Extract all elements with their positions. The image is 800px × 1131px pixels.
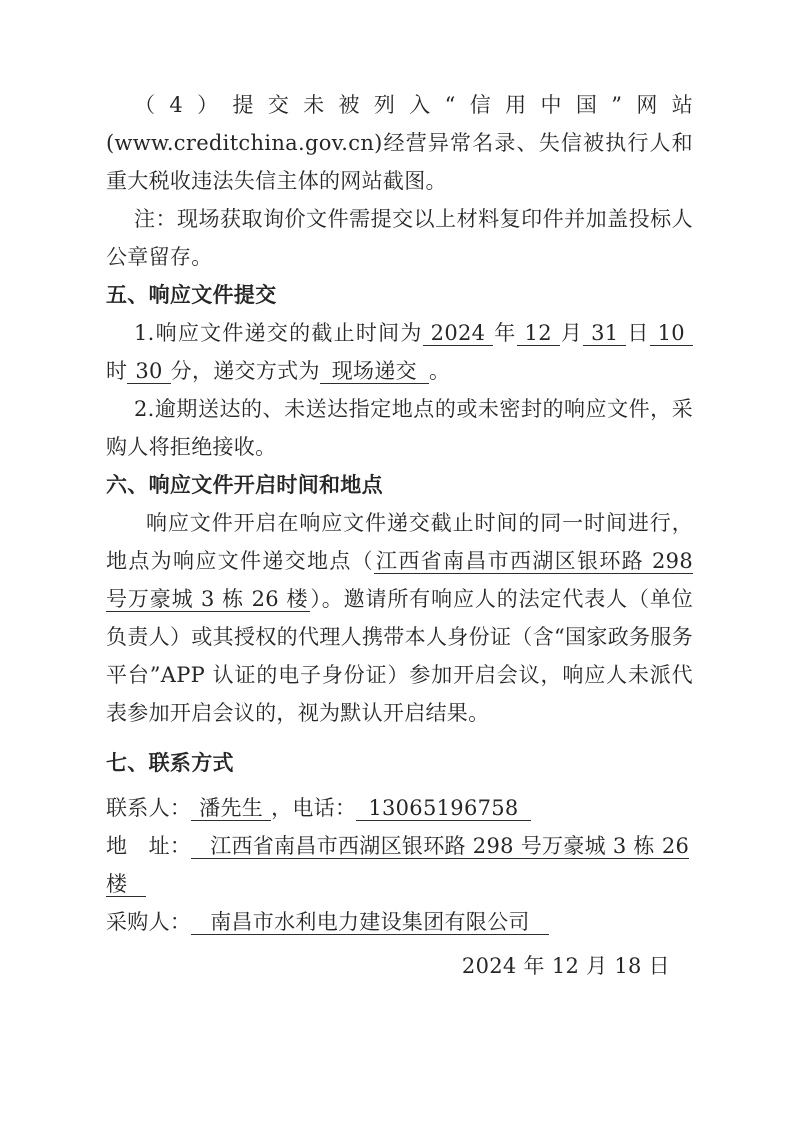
deadline-year-value: 2024 [423,321,494,346]
purchaser-line [106,903,693,941]
section5-heading: 五、响应文件提交 [106,282,277,307]
para-note: 注：现场获取询价文件需提交以上材料复印件并加盖投标人公章留存。 [106,207,693,269]
contact-address-label: 地 址： [106,834,192,858]
para-opening [106,504,693,732]
contact-phone-value: 13065196758 [356,796,530,821]
deadline-prefix: 1.响应文件递交的截止时间为 [134,321,423,345]
contact-address-value: 江西省南昌市西湖区银环路 298 号万豪城 3 栋 26 楼 [106,834,690,896]
contact-person-value: 潘先生 [191,796,271,821]
deadline-hour-value: 10 [650,321,693,346]
opening-suffix: ）。邀请所有响应人的法定代表人（单位负责人）或其授权的代理人携带本人身份证（含“国家政务服务平台”APP 认证的电子身份证）参加开启会议，响应人未派代表参加开启会议的，视为默认开启结果。 [106,587,693,725]
deadline-year-label: 年 [493,321,517,345]
contact-person-label: 联系人： [106,796,192,820]
purchaser-value: 南昌市水利电力建设集团有限公司 [191,910,549,935]
deadline-day-value: 31 [583,321,626,346]
para-overdue: 2.逾期送达的、未送达指定地点的或未密封的响应文件，采购人将拒绝接收。 [106,397,693,459]
section6-heading: 六、响应文件开启时间和地点 [106,472,383,497]
deadline-mid-text: 分，递交方式为 [170,359,320,383]
section7-heading: 七、联系方式 [106,750,234,775]
deadline-minute-value: 30 [127,359,170,384]
opening-prefix: 响应文件开启在响应文件递交截止时间的同一时间进行，地点为响应文件递交地点（ [106,511,693,573]
contact-address-line [106,827,693,903]
deadline-suffix: 。 [428,359,451,383]
contact-person-line [106,789,693,827]
para-submission-deadline [106,314,693,390]
submission-method-value: 现场递交 [320,359,429,384]
deadline-hour-label: 时 [106,359,128,383]
deadline-day-label: 日 [626,321,650,345]
purchaser-label: 采购人： [106,910,192,934]
contact-phone-label: ，电话： [271,796,357,820]
deadline-month-value: 12 [517,321,560,346]
opening-address-value: 江西省南昌市西湖区银环路 298 号万豪城 3 栋 26 楼 [106,549,693,611]
para-credit-china: （4）提交未被列入“信用中国”网站(www.creditchina.gov.cn)经营异常名录、失信被执行人和重大税收违法失信主体的网站截图。 [106,93,693,193]
deadline-month-label: 月 [559,321,584,345]
document-date: 2024 年 12 月 18 日 [461,954,670,978]
